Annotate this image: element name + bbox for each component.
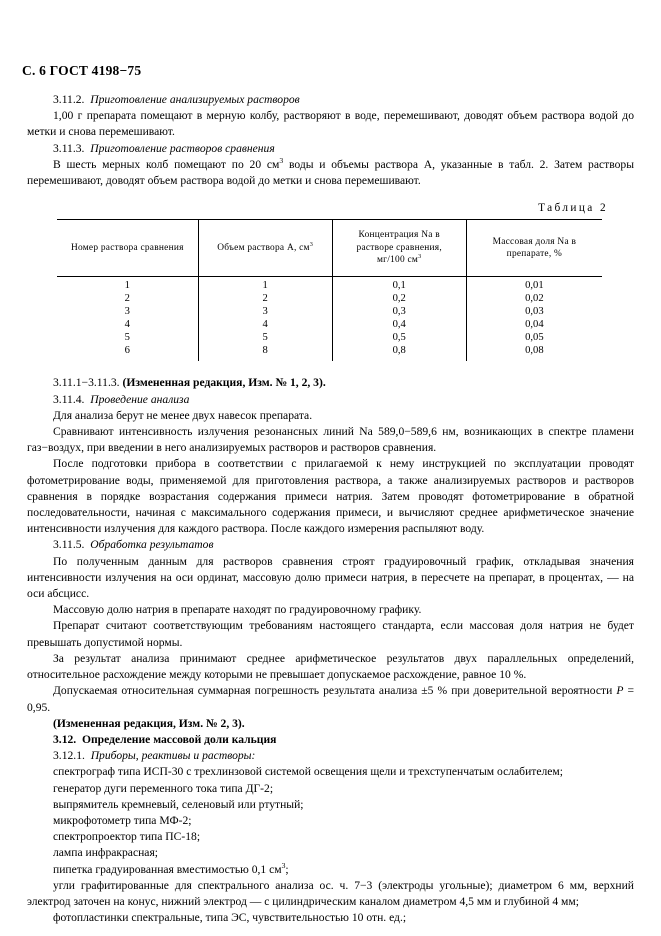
section-3-12-1-heading: [27, 748, 634, 764]
body-text-part-1: В шесть мерных колб помещают по 20 см: [53, 157, 280, 171]
amendment-note-2: (Измененная редакция, Изм. № 2, 3).: [53, 716, 245, 730]
section-3-11-3-heading: [27, 141, 634, 157]
header-line-3: мг/100 см: [376, 255, 419, 266]
table-body: [57, 277, 602, 362]
cell-solution-number: 6: [124, 344, 130, 356]
table-row: [57, 277, 602, 293]
header-line-1: Концентрация Na в: [358, 230, 440, 241]
superscript-cubed: 3: [309, 240, 314, 248]
section-3-11-4-paragraph-2: Сравнивают интенсивность излучения резонансных линий Na 589,0−589,6 нм, возникающих в спектре пламени газ−воздух, при введении в него анализируемых растворов и растворов сравнения.: [27, 425, 634, 455]
cell-na-concentration: 0,1: [332, 277, 466, 293]
section-3-11-5-paragraph-4: За результат анализа принимают среднее арифметическое результатов двух параллельных определений, относительное расхождение между которыми не превышает допускаемое расхождение, равное 10 %.: [27, 651, 634, 682]
section-title: Приготовление анализируемых растворов: [90, 93, 300, 106]
amendment-text: (Измененная редакция, Изм. № 1, 2, 3).: [122, 376, 326, 390]
probability-symbol: P: [616, 684, 624, 698]
error-text-part-1: Допускаемая относительная суммарная погрешность результата анализа ±5 % при доверительной вероятности: [53, 684, 617, 698]
cell-na-concentration: 0,2: [332, 293, 466, 306]
cell-na-mass-fraction: 0,04: [466, 319, 602, 332]
section-number: 3.11.5.: [53, 538, 85, 552]
table-head: [57, 220, 602, 277]
section-number: 3.11.2.: [53, 93, 85, 106]
section-3-11-4-paragraph-3: После подготовки прибора в соответствии с прилагаемой к нему инструкцией по эксплуатации проводят фотометрирование воды, применяемой для приготовления раствора, а также анализируемых растворов и растворов сравнения в порядке возрастания содержания примеси натрия. Затем проводят фотометрирование в обратной последовательности, начиная с максимального содержания примеси, и вычисляют среднее арифметическое значение интенсивности излучения для каждого раствора. После каждого измерения распыляют воду.: [27, 457, 634, 536]
cell-solution-volume: 3: [198, 306, 332, 319]
cell-solution-number: 4: [124, 318, 130, 330]
section-3-12-heading: [27, 732, 634, 748]
cell-na-concentration: 0,4: [332, 319, 466, 332]
section-3-11-5-paragraph-2: Массовую долю натрия в препарате находят по градуировочному графику.: [53, 603, 422, 617]
error-text-part-2: = 0,95.: [27, 684, 635, 714]
body-text-part-2: воды и объемы раствора А, указанные в табл. 2. Затем растворы перемешивают, доводят объем раствора водой до метки и снова перемешивают.: [27, 157, 634, 188]
cell-solution-volume: 1: [198, 277, 332, 293]
page-header: С. 6 ГОСТ 4198−75: [22, 63, 142, 78]
column-header-solution-volume: [198, 220, 332, 277]
header-line-1: Номер раствора сравнения: [70, 242, 184, 253]
superscript-cubed: 3: [279, 155, 284, 165]
table-row: [57, 293, 602, 306]
equipment-item-rectifier: выпрямитель кремневый, селеновый или ртутный;: [53, 797, 304, 811]
section-number: 3.12.: [53, 732, 77, 746]
equipment-item-microphotometer: микрофотометр типа МФ-2;: [53, 813, 192, 827]
column-header-solution-number: [57, 220, 198, 277]
section-title: Проведение анализа: [90, 392, 190, 406]
section-3-11-2-heading: [27, 92, 634, 108]
section-number: 3.12.1.: [53, 749, 85, 763]
after-table-content: [27, 375, 634, 926]
section-range: 3.11.1−3.11.3.: [53, 376, 120, 390]
cell-na-mass-fraction: 0,05: [466, 332, 602, 345]
cell-na-mass-fraction: 0,01: [466, 277, 602, 293]
section-3-11-5-heading: [27, 537, 634, 553]
cell-solution-volume: 2: [198, 293, 332, 306]
column-header-na-mass-fraction: [466, 220, 602, 277]
equipment-item-arc-generator: генератор дуги переменного тока типа ДГ-2;: [53, 781, 274, 795]
header-line-1: Массовая доля Na в: [492, 236, 577, 247]
table-header-row: [57, 220, 602, 277]
comparison-solutions-table: [57, 219, 602, 361]
cell-solution-volume: 8: [198, 345, 332, 362]
section-3-11-5-paragraph-5: [27, 683, 634, 715]
section-3-11-4-heading: [27, 392, 634, 408]
cell-na-mass-fraction: 0,02: [466, 293, 602, 306]
header-line-1: Объем раствора А, см: [217, 242, 310, 253]
section-title: Определение массовой доли кальция: [81, 732, 277, 746]
section-3-11-2-body: 1,00 г препарата помещают в мерную колбу, растворяют в воде, перемешивают, доводят объем раствора водой до метки и снова перемешивают.: [27, 109, 634, 139]
section-3-11-3-body: [27, 157, 634, 189]
pipette-text: пипетка градуированная вместимостью 0,1 см: [53, 862, 282, 876]
equipment-item-spectroprojector: спектропроектор типа ПС-18;: [53, 830, 201, 844]
cell-na-concentration: 0,3: [332, 306, 466, 319]
cell-solution-volume: 5: [198, 332, 332, 345]
section-title: Приготовление растворов сравнения: [90, 141, 275, 155]
cell-solution-number: 5: [124, 331, 130, 343]
table-row: [57, 319, 602, 332]
cell-na-concentration: 0,5: [332, 332, 466, 345]
amendment-note-1: [27, 375, 634, 391]
section-3-11-5-paragraph-3: Препарат считают соответствующим требованиям настоящего стандарта, если массовая доля натрия не будет превышать допустимой нормы.: [27, 619, 634, 649]
cell-solution-number: 3: [124, 305, 130, 317]
equipment-item-infrared-lamp: лампа инфракрасная;: [53, 846, 159, 860]
table-caption: Таблица 2: [538, 202, 608, 215]
cell-na-mass-fraction: 0,03: [466, 306, 602, 319]
table-container: [57, 219, 602, 361]
equipment-item-graphite-electrodes: угли графитированные для спектрального анализа ос. ч. 7−3 (электроды угольные); диаметром 6 мм, верхний электрод заточен на конус, нижний электрод — с цилиндрическим каналом диаметром 4,5 мм и глубиной 4 мм;: [27, 878, 634, 908]
section-3-11-5-paragraph-1: По полученным данным для растворов сравнения строят градуировочный график, откладывая значения интенсивности излучения на оси ординат, массовую долю примеси натрия, в пересчете на препарат, в процентах, — на оси абсцисс.: [27, 554, 634, 601]
document-body: [27, 92, 634, 926]
section-number: 3.11.3.: [53, 141, 85, 155]
section-title: Обработка результатов: [90, 538, 214, 552]
table-row: [57, 345, 602, 362]
cell-solution-volume: 4: [198, 319, 332, 332]
cell-solution-number: 2: [124, 292, 130, 304]
equipment-item-photographic-plates: фотопластинки спектральные, типа ЭС, чувствительностью 10 отн. ед.;: [53, 911, 407, 925]
cell-na-concentration: 0,8: [332, 345, 466, 362]
cell-solution-number: 1: [124, 280, 130, 291]
section-3-11-4-paragraph-1: Для анализа берут не менее двух навесок препарата.: [53, 408, 313, 422]
cell-na-mass-fraction: 0,08: [466, 345, 602, 362]
table-row: [57, 332, 602, 345]
table-row: [57, 306, 602, 319]
header-line-2: препарате, %: [506, 249, 563, 260]
section-title: Приборы, реактивы и растворы:: [90, 749, 256, 763]
superscript-cubed: 3: [281, 860, 286, 870]
header-line-2: растворе сравнения,: [356, 242, 442, 253]
superscript-cubed: 3: [418, 253, 422, 261]
equipment-item-spectrograph: спектрограф типа ИСП-30 с трехлинзовой системой освещения щели и трехступенчатым ослабителем;: [53, 765, 563, 779]
section-number: 3.11.4.: [53, 392, 85, 406]
pipette-text-end: ;: [285, 862, 289, 876]
column-header-na-concentration: [332, 220, 466, 277]
equipment-item-pipette: [27, 862, 634, 878]
